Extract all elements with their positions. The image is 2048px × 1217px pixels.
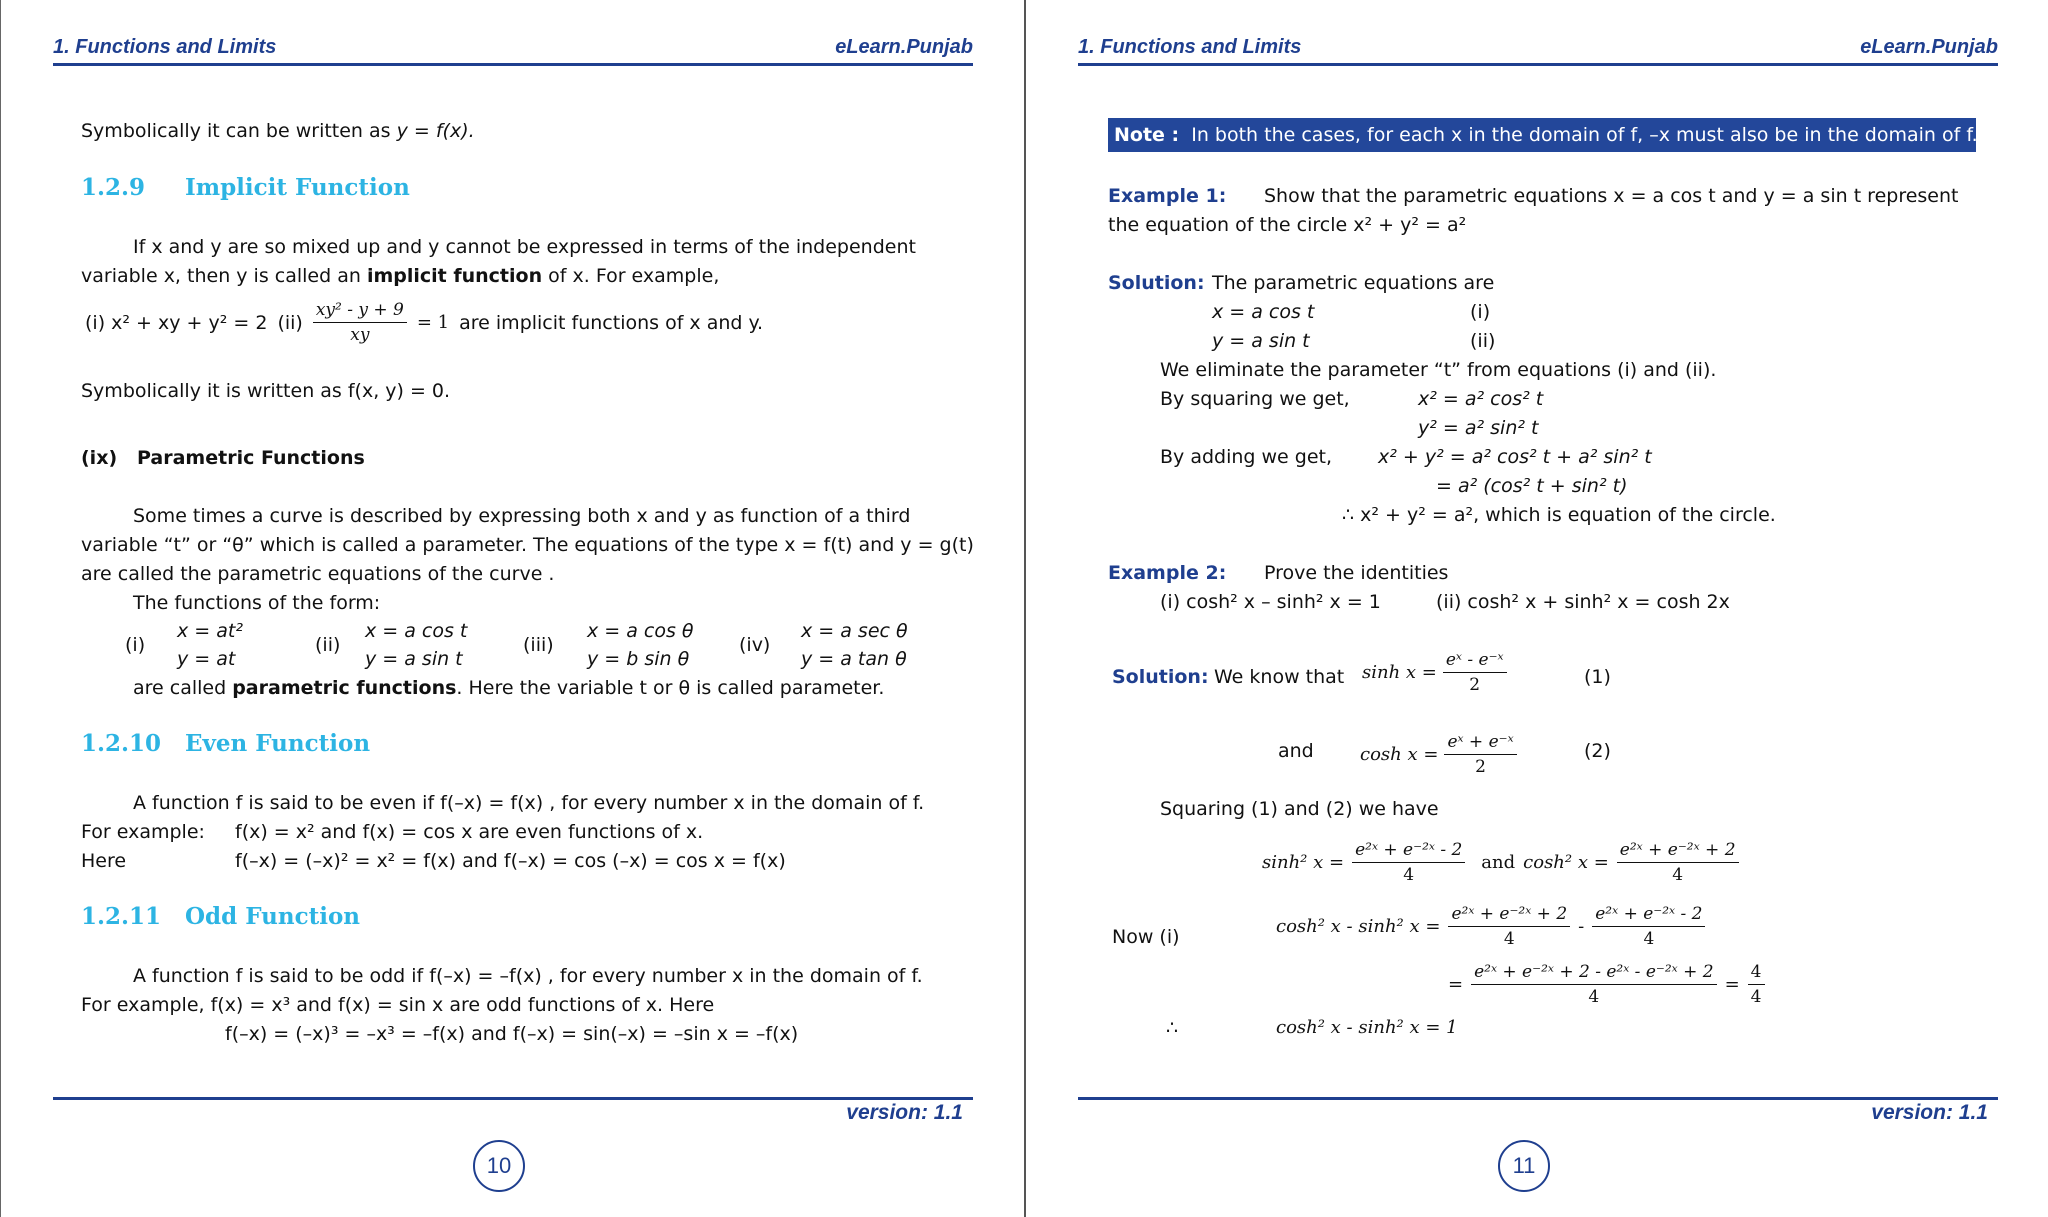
odd-here: f(–x) = (–x)³ = –x³ = –f(x) and f(–x) = sin(–x) = –sin x = –f(x) xyxy=(225,1023,799,1045)
page-right xyxy=(1024,0,2048,1217)
note-box xyxy=(1108,118,1976,152)
fraction-numerator: 4 xyxy=(1748,962,1765,985)
section-number: 1.2.10 xyxy=(81,730,162,757)
section-title: Odd Function xyxy=(185,903,361,930)
even-here-label: Here xyxy=(81,850,127,872)
section-title: Implicit Function xyxy=(185,174,410,201)
form-label: (i) xyxy=(125,634,146,656)
chapter-header: 1. Functions and Limits xyxy=(53,36,277,58)
solution-label: Solution: xyxy=(1112,666,1209,688)
solution-1-eliminate: We eliminate the parameter “t” from equations (i) and (ii). xyxy=(1160,359,1717,381)
form-label: (ii) xyxy=(315,634,341,656)
cosh-tag: (2) xyxy=(1584,740,1611,762)
fraction-denominator: 2 xyxy=(1475,757,1486,777)
parametric-para-line-2: variable “t” or “θ” which is called a parameter. The equations of the type x = f(t) and y = g(t) xyxy=(81,534,974,556)
implicit-example-tail: are implicit functions of x and y. xyxy=(459,311,764,334)
note-text: In both the cases, for each x in the domain of f, –x must also be in the domain of f. xyxy=(1191,124,1978,146)
term-parametric-functions: parametric functions xyxy=(232,677,457,699)
combined-equation xyxy=(1448,962,1765,1007)
page-number: 10 xyxy=(473,1140,525,1192)
parametric-heading xyxy=(81,445,365,471)
fraction-denominator: 2 xyxy=(1469,675,1481,695)
text: variable x, then y is called an xyxy=(81,265,367,287)
solution-label: Solution: xyxy=(1108,272,1205,294)
form-x: x = a cos t xyxy=(365,620,468,642)
even-example-label: For example: xyxy=(81,821,205,843)
implicit-example-ii-rhs: = 1 xyxy=(416,311,450,333)
form-y: y = at xyxy=(177,648,236,670)
solution-1-eq1: x = a cos t xyxy=(1212,301,1315,323)
sinh-squared-lhs: sinh² x = xyxy=(1262,851,1345,873)
fraction-denominator: 4 xyxy=(1403,865,1415,885)
parametric-label: (ix) xyxy=(81,447,118,469)
difference-fraction-1 xyxy=(1448,904,1570,949)
solution-1-eq1-tag: (i) xyxy=(1470,301,1491,323)
section-title: Even Function xyxy=(185,730,371,757)
form-x: x = at² xyxy=(177,620,243,642)
example-2-identity-ii: (ii) cosh² x + sinh² x = cosh 2x xyxy=(1436,591,1730,613)
difference-equation xyxy=(1276,904,1705,949)
fraction-numerator: xy² - y + 9 xyxy=(313,300,407,323)
combined-fraction xyxy=(1471,962,1716,1007)
sinh-lhs: sinh x = xyxy=(1362,661,1437,683)
form-label: (iv) xyxy=(739,634,771,656)
implicit-example-ii-fraction xyxy=(313,300,407,345)
fraction-numerator: e²ˣ + e⁻²ˣ + 2 xyxy=(1448,904,1570,927)
solution-1-intro: The parametric equations are xyxy=(1212,272,1495,294)
example-2-identity-i: (i) cosh² x – sinh² x = 1 xyxy=(1160,591,1381,613)
equals-sign: = xyxy=(1448,973,1464,995)
version-label: version: 1.1 xyxy=(1871,1101,1988,1124)
fraction-denominator: 4 xyxy=(1503,929,1515,949)
sinh-squared-fraction xyxy=(1352,840,1465,885)
fraction-denominator: 4 xyxy=(1588,987,1600,1007)
section-1-2-10-heading xyxy=(81,730,370,757)
solution-1-square-2: y² = a² sin² t xyxy=(1418,417,1539,439)
brand-header: eLearn.Punjab xyxy=(1860,36,1998,58)
note-label: Note : xyxy=(1114,124,1180,146)
parametric-form-intro: The functions of the form: xyxy=(133,592,381,614)
implicit-example-ii-label: (ii) xyxy=(277,311,303,334)
equals-sign: = xyxy=(1724,973,1740,995)
chapter-header: 1. Functions and Limits xyxy=(1078,36,1302,58)
fraction-denominator: 4 xyxy=(1750,987,1762,1007)
intro-eq: y = f(x). xyxy=(396,120,475,142)
squaring-text: Squaring (1) and (2) we have xyxy=(1160,798,1439,820)
fraction-numerator: eˣ - e⁻ˣ xyxy=(1443,650,1507,673)
version-label: version: 1.1 xyxy=(846,1101,963,1124)
implicit-examples xyxy=(85,300,763,345)
cosh-lhs: cosh x = xyxy=(1360,743,1439,765)
odd-example: For example, f(x) = x³ and f(x) = sin x are odd functions of x. Here xyxy=(81,994,715,1016)
sinh-definition xyxy=(1362,650,1507,695)
example-label: Example 1: xyxy=(1108,185,1227,207)
even-para: A function f is said to be even if f(–x) = f(x) , for every number x in the domain of f. xyxy=(133,792,925,814)
page-number: 11 xyxy=(1498,1140,1550,1192)
header-rule xyxy=(1078,63,1998,66)
solution-1-eq2: y = a sin t xyxy=(1212,330,1310,352)
parametric-closing xyxy=(133,675,884,701)
sinh-tag: (1) xyxy=(1584,666,1611,688)
example-1-text: Show that the parametric equations x = a cos t and y = a sin t represent xyxy=(1264,185,1959,207)
form-y: y = a tan θ xyxy=(801,648,907,670)
form-y: y = a sin t xyxy=(365,648,463,670)
form-x: x = a cos θ xyxy=(587,620,694,642)
difference-fraction-2 xyxy=(1592,904,1705,949)
example-1-text-2: the equation of the circle x² + y² = a² xyxy=(1108,214,1467,236)
example-1-label xyxy=(1108,183,1226,209)
fraction-denominator: 4 xyxy=(1672,865,1684,885)
solution-1-adding-label: By adding we get, xyxy=(1160,446,1333,468)
section-1-2-9-heading xyxy=(81,174,410,201)
parametric-para-line-3: are called the parametric equations of the curve . xyxy=(81,563,555,585)
solution-1-label xyxy=(1108,270,1205,296)
intro-line xyxy=(81,118,475,144)
minus-sign: - xyxy=(1578,915,1585,937)
parametric-para-line-1: Some times a curve is described by expressing both x and y as function of a third xyxy=(133,505,911,527)
fraction-numerator: e²ˣ + e⁻²ˣ - 2 xyxy=(1592,904,1705,927)
implicit-example-i: (i) x² + xy + y² = 2 xyxy=(85,311,268,334)
therefore-symbol: ∴ xyxy=(1166,1017,1179,1039)
solution-1-conclusion: ∴ x² + y² = a², which is equation of the circle. xyxy=(1342,504,1776,526)
cosh-squared-lhs: cosh² x = xyxy=(1523,851,1609,873)
cosh-definition xyxy=(1360,732,1517,777)
solution-1-add-2: = a² (cos² t + sin² t) xyxy=(1436,475,1628,497)
form-x: x = a sec θ xyxy=(801,620,908,642)
sinh-fraction xyxy=(1443,650,1507,695)
final-identity: cosh² x - sinh² x = 1 xyxy=(1276,1017,1458,1038)
text: . Here the variable t or θ is called parameter. xyxy=(456,677,885,699)
footer-rule xyxy=(53,1097,973,1100)
example-label: Example 2: xyxy=(1108,562,1227,584)
intro-prefix: Symbolically it can be written as xyxy=(81,120,397,142)
difference-lhs: cosh² x - sinh² x = xyxy=(1276,915,1441,937)
and-label: and xyxy=(1278,740,1314,762)
fraction-denominator: 4 xyxy=(1643,929,1655,949)
solution-1-square-1: x² = a² cos² t xyxy=(1418,388,1544,410)
section-1-2-11-heading xyxy=(81,903,360,930)
solution-2-know: We know that xyxy=(1214,666,1345,688)
solution-1-squaring-label: By squaring we get, xyxy=(1160,388,1350,410)
odd-para: A function f is said to be odd if f(–x) = –f(x) , for every number x in the domain of f. xyxy=(133,965,923,987)
implicit-para-line-2 xyxy=(81,263,719,289)
even-here: f(–x) = (–x)² = x² = f(x) and f(–x) = cos (–x) = cos x = f(x) xyxy=(235,850,786,872)
form-label: (iii) xyxy=(523,634,554,656)
cosh-fraction xyxy=(1444,732,1516,777)
cosh-squared-fraction xyxy=(1617,840,1739,885)
header-rule xyxy=(53,63,973,66)
now-label: Now (i) xyxy=(1112,926,1180,948)
parametric-title: Parametric Functions xyxy=(137,447,365,469)
section-number: 1.2.9 xyxy=(81,174,146,201)
solution-1-add-1: x² + y² = a² cos² t + a² sin² t xyxy=(1378,446,1652,468)
fraction-numerator: e²ˣ + e⁻²ˣ + 2 - e²ˣ - e⁻²ˣ + 2 xyxy=(1471,962,1716,985)
term-implicit-function: implicit function xyxy=(366,265,543,287)
and-word: and xyxy=(1481,851,1516,873)
section-number: 1.2.11 xyxy=(81,903,162,930)
example-2-text: Prove the identities xyxy=(1264,562,1449,584)
example-2-label xyxy=(1108,560,1226,586)
implicit-para-line-1: If x and y are so mixed up and y cannot be expressed in terms of the independent xyxy=(133,236,916,258)
fraction-denominator: xy xyxy=(350,325,370,345)
squared-definitions xyxy=(1262,840,1739,885)
text: are called xyxy=(133,677,233,699)
fraction-numerator: eˣ + e⁻ˣ xyxy=(1444,732,1516,755)
solution-2-label xyxy=(1112,664,1209,690)
fraction-numerator: e²ˣ + e⁻²ˣ - 2 xyxy=(1352,840,1465,863)
form-y: y = b sin θ xyxy=(587,648,690,670)
four-over-four xyxy=(1748,962,1765,1007)
brand-header: eLearn.Punjab xyxy=(835,36,973,58)
text: of x. For example, xyxy=(542,265,720,287)
footer-rule xyxy=(1078,1097,1998,1100)
fraction-numerator: e²ˣ + e⁻²ˣ + 2 xyxy=(1617,840,1739,863)
solution-1-eq2-tag: (ii) xyxy=(1470,330,1496,352)
even-example: f(x) = x² and f(x) = cos x are even functions of x. xyxy=(235,821,704,843)
implicit-symbolic: Symbolically it is written as f(x, y) = 0. xyxy=(81,380,451,402)
